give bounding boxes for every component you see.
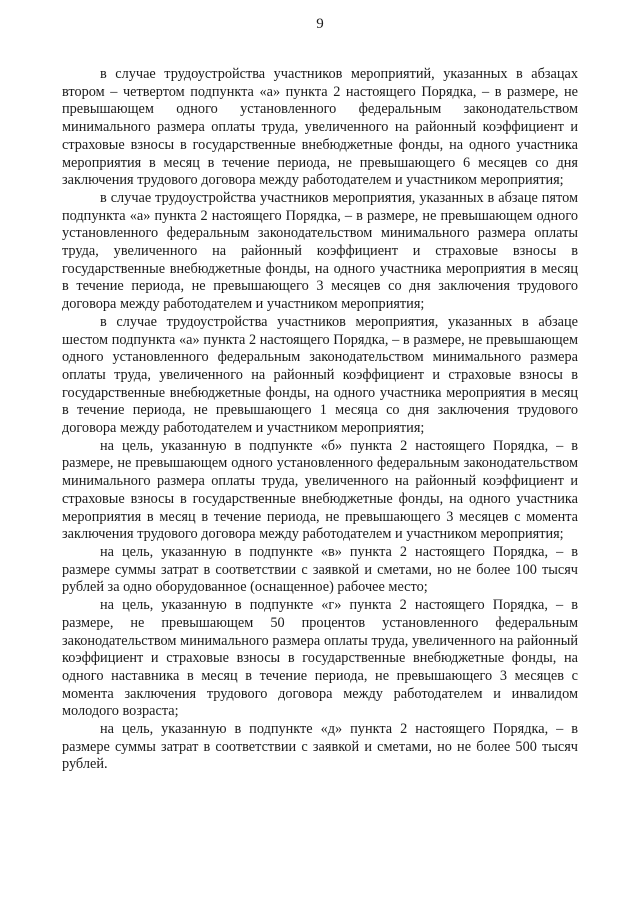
page-number: 9 [316, 16, 324, 32]
paragraph: в случае трудоустройства участников мероприятия, указанных в абзаце пятом подпункта «а» пункта 2 настоящего Порядка, – в размере, не превышающем одного установленного федеральным законодательством минимального размера оплаты труда, увеличенного на районный коэффициент и страховые взносы в государственные внебюджетные фонды, на одного участника мероприятия в месяц в течение периода, не превышающего 3 месяцев со дня заключения трудового договора между работодателем и участником мероприятия; [62, 189, 578, 313]
paragraph: на цель, указанную в подпункте «б» пункта 2 настоящего Порядка, – в размере, не превышающем одного установленного федеральным законодательством минимального размера оплаты труда, увеличенного на районный коэффициент и страховые взносы в государственные внебюджетные фонды, на одного участника мероприятия в месяц в течение периода, не превышающего 3 месяцев с момента заключения трудового договора между работодателем и участником мероприятия; [62, 437, 578, 543]
paragraph: на цель, указанную в подпункте «г» пункта 2 настоящего Порядка, – в размере, не превышающем 50 процентов установленного федеральным законодательством минимального размера оплаты труда, увеличенного на районный коэффициент и страховые взносы в государственные внебюджетные фонды, на одного наставника в месяц в течение периода, не превышающего 3 месяцев с момента заключения трудового договора между работодателем и инвалидом молодого возраста; [62, 597, 578, 720]
document-body [62, 66, 578, 774]
paragraph: в случае трудоустройства участников мероприятий, указанных в абзацах втором – четвертом подпункта «а» пункта 2 настоящего Порядка, – в размере, не превышающем одного установленного федеральным законодательством минимального размера оплаты труда, увеличенного на районный коэффициент и страховые взносы в государственные внебюджетные фонды, на одного участника мероприятия в месяц в течение периода, не превышающего 6 месяцев со дня заключения трудового договора между работодателем и участником мероприятия; [62, 66, 578, 189]
paragraph: в случае трудоустройства участников мероприятия, указанных в абзаце шестом подпункта «а» пункта 2 настоящего Порядка, – в размере, не превышающем одного установленного федеральным законодательством минимального размера оплаты труда, увеличенного на районный коэффициент и страховые взносы в государственные внебюджетные фонды, на одного участника мероприятия в месяц в течение периода, не превышающего 1 месяца со дня заключения трудового договора между работодателем и участником мероприятия; [62, 313, 578, 437]
paragraph: на цель, указанную в подпункте «д» пункта 2 настоящего Порядка, – в размере суммы затрат в соответствии с заявкой и сметами, но не более 500 тысяч рублей. [62, 721, 578, 773]
paragraph: на цель, указанную в подпункте «в» пункта 2 настоящего Порядка, – в размере суммы затрат в соответствии с заявкой и сметами, но не более 100 тысяч рублей за одно оборудованное (оснащенное) рабочее место; [62, 543, 578, 596]
